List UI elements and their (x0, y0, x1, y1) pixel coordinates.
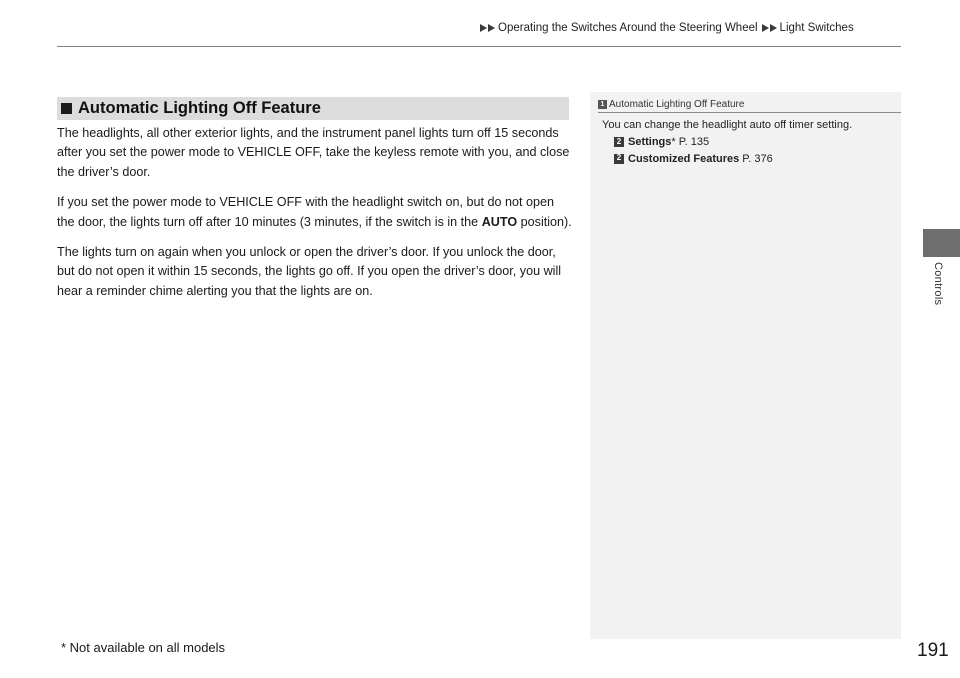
breadcrumb-section[interactable]: Light Switches (779, 22, 854, 34)
xref-page: P. 376 (739, 152, 773, 165)
page-number: 191 (917, 640, 949, 661)
paragraph-2-text-a: If you set the power mode to VEHICLE OFF with the headlight switch on, but do not open the door, the lights turn off after 10 minutes (3 minutes, if the switch is in the (57, 195, 555, 229)
cross-reference-icon: 2 (614, 137, 624, 147)
note-references (614, 134, 773, 167)
arrow-right-icon (770, 24, 777, 32)
breadcrumb-chapter[interactable]: Operating the Switches Around the Steering Wheel (498, 22, 758, 34)
square-bullet-icon (61, 103, 72, 114)
note-heading (598, 96, 901, 113)
side-note-panel (590, 92, 901, 639)
arrow-right-icon (762, 24, 769, 32)
paragraph-2 (57, 193, 572, 232)
auto-position-label: AUTO (481, 214, 518, 229)
cross-reference-icon: 2 (614, 154, 624, 164)
header-divider (57, 46, 901, 47)
arrow-right-icon (480, 24, 487, 32)
note-heading-text: Automatic Lighting Off Feature (609, 98, 745, 110)
paragraph-2-text-b: position). (517, 214, 572, 229)
chapter-tab[interactable] (923, 229, 960, 257)
xref-label: Settings (628, 136, 672, 148)
section-body (57, 124, 572, 312)
xref-page: P. 135 (675, 136, 710, 148)
section-title: Automatic Lighting Off Feature (78, 99, 321, 117)
xref-customized-features[interactable] (614, 151, 773, 168)
breadcrumb (480, 20, 854, 36)
paragraph-3: The lights turn on again when you unlock or open the driver’s door. If you unlock the door, but do not open it within 15 seconds, the lights go off. If you open the driver’s door, you will hear a reminder chime alerting you that the lights are on. (57, 245, 562, 298)
xref-asterisk: * (671, 136, 676, 148)
xref-settings[interactable] (614, 134, 773, 151)
note-ref-icon: 1 (598, 100, 607, 109)
xref-label: Customized Features (628, 152, 740, 165)
section-heading (57, 97, 569, 120)
chapter-tab-label[interactable]: Controls (932, 262, 944, 306)
paragraph-1: The headlights, all other exterior lights, and the instrument panel lights turn off 15 seconds after you set the power mode to VEHICLE OFF, take the keyless remote with you, and close the driver’s door. (57, 126, 570, 179)
footnote: * Not available on all models (61, 640, 226, 655)
note-text: You can change the headlight auto off timer setting. (602, 119, 853, 131)
arrow-right-icon (488, 24, 495, 32)
